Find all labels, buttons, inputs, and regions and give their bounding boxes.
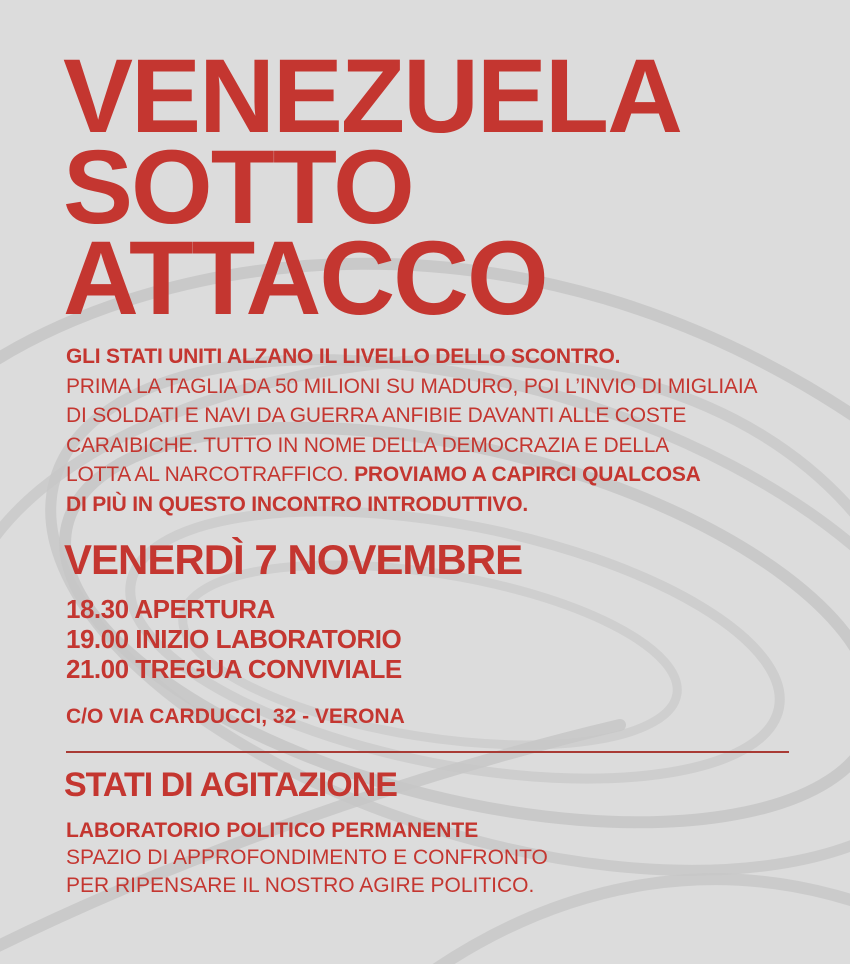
venue-address: C/O VIA CARDUCCI, 32 - VERONA — [66, 705, 405, 728]
intro-line-5: LOTTA AL NARCOTRAFFICO. — [66, 463, 355, 486]
organizer-subtitle: LABORATORIO POLITICO PERMANENTE — [66, 819, 479, 842]
organizer-name: STATI DI AGITAZIONE — [64, 766, 397, 804]
intro-line-5-bold: PROVIAMO A CAPIRCI QUALCOSA — [354, 463, 701, 486]
title-line-2: SOTTO — [63, 129, 413, 246]
intro-paragraph — [66, 342, 757, 519]
schedule-item-inizio-laboratorio: 19.00 INIZIO LABORATORIO — [66, 624, 402, 654]
event-schedule — [66, 594, 402, 684]
intro-line-2: PRIMA LA TAGLIA DA 50 MILIONI SU MADURO, POI L’INVIO DI MIGLIAIA — [66, 374, 758, 398]
title-line-3: ATTACCO — [63, 220, 547, 337]
intro-line-4: CARAIBICHE. TUTTO IN NOME DELLA DEMOCRAZIA E DELLA — [66, 433, 670, 457]
schedule-item-apertura: 18.30 APERTURA — [66, 594, 275, 624]
poster-title — [63, 38, 681, 337]
intro-line-6: DI PIÙ IN QUESTO INCONTRO INTRODUTTIVO. — [66, 492, 528, 516]
intro-lead: GLI STATI UNITI ALZANO IL LIVELLO DELLO SCONTRO. — [66, 345, 621, 368]
intro-line-3: DI SOLDATI E NAVI DA GUERRA ANFIBIE DAVANTI ALLE COSTE — [66, 404, 687, 427]
description-line-2: PER RIPENSARE IL NOSTRO AGIRE POLITICO. — [66, 874, 535, 897]
description-line-1: SPAZIO DI APPROFONDIMENTO E CONFRONTO — [66, 846, 548, 869]
event-date-heading: VENERDÌ 7 NOVEMBRE — [64, 536, 523, 583]
organizer-description — [66, 844, 548, 900]
divider-line — [66, 751, 789, 753]
title-line-1: VENEZUELA — [63, 38, 681, 155]
schedule-item-tregua-conviviale: 21.00 TREGUA CONVIVIALE — [66, 654, 402, 684]
